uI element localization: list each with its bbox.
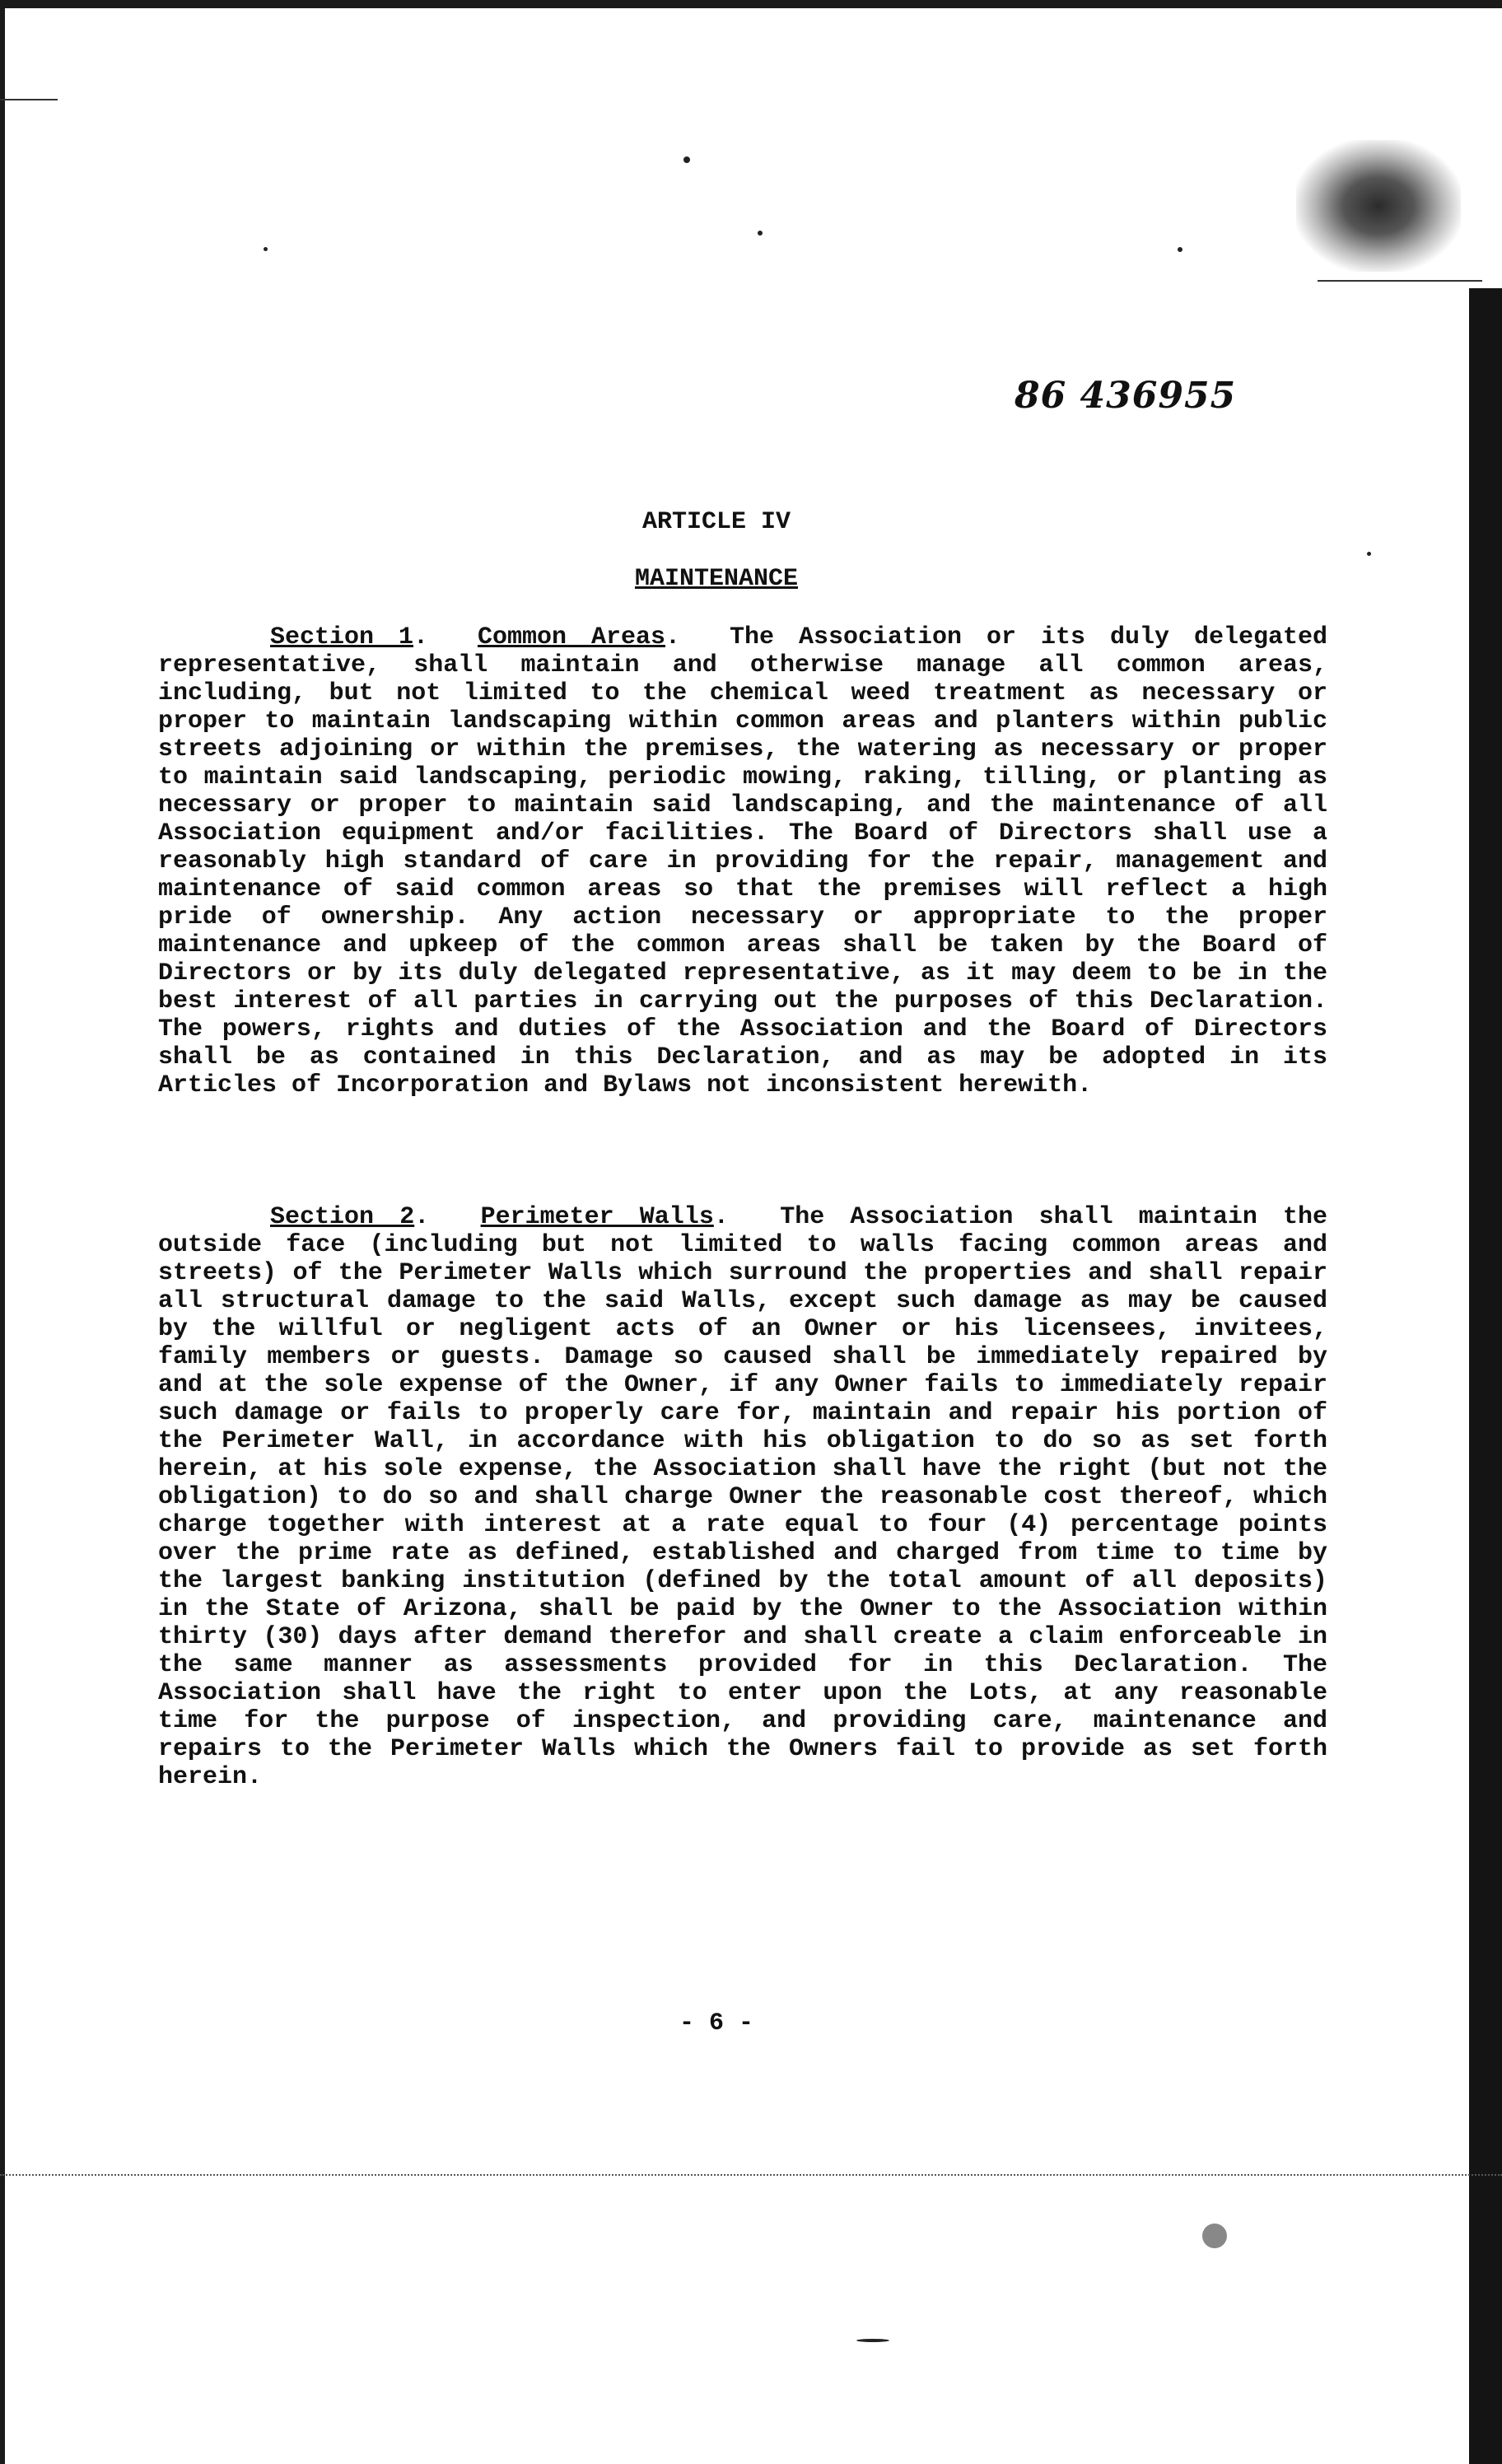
scan-border-left [0, 0, 5, 2464]
scan-mark [1318, 280, 1482, 282]
scan-noise-bottom [0, 2174, 1502, 2177]
section-label: Section 2 [270, 1203, 415, 1231]
scan-speck [1367, 552, 1371, 556]
scan-speck [264, 247, 268, 251]
scan-speck [758, 231, 763, 236]
scan-speck [856, 2339, 889, 2342]
scan-border-top [0, 0, 1502, 8]
section-title: Common Areas [478, 623, 666, 651]
section-paragraph: Section 1. Common Areas. The Association or its duly delegated representative, shall maintain and otherwise manage all common areas, including, but not limited to the chemical weed treatment as necessary or proper to maintain landscaping within common areas and planters within public streets adjoining or within the premises, the watering as necessary or proper to maintain said landscaping, periodic mowing, raking, tilling, or planting as necessary or proper to maintain said landscaping, and the maintenance of all Association equipment and/or facilities. The Board of Directors shall use a reasonably high standard of care in providing for the repair, management and maintenance of said common areas so that the premises will reflect a high pride of ownership. Any action necessary or appropriate to the proper maintenance and upkeep of the common areas shall be taken by the Board of Directors or by its duly delegated representative, as it may deem to be in the best interest of all parties in carrying out the purposes of this Declaration. The powers, rights and duties of the Association and the Board of Directors shall be as contained in this Declaration, and as may be adopted in its Articles of Incorporation and Bylaws not inconsistent herewith. [158, 623, 1328, 1099]
section-label: Section 1 [270, 623, 414, 651]
section-title: Perimeter Walls [480, 1203, 714, 1231]
article-subtitle: MAINTENANCE [634, 565, 799, 593]
scan-speck [683, 156, 690, 163]
section-text: The Association shall maintain the outside face (including but not limited to walls facing common areas and streets) of the Perimeter Walls which surround the properties and shall repair all structural damage to the said Walls, except such damage as may be caused by the willful or negligent acts of an Owner or his licensees, invitees, family members or guests. Damage so caused shall be immediately repaired by and at the sole expense of the Owner, if any Owner fails to immediately repair such damage or fails to properly care for, maintain and repair his portion of the Perimeter Wall, in accordance with his obligation to do so as set forth herein, at his sole expense, the Association shall have the right (but not the obligation) to do so and shall charge Owner the reasonable cost thereof, which charge together with interest at a rate equal to four (4) percentage points over the prime rate as defined, established and charged from time to time by the largest banking institution (defined by the total amount of all deposits) in the State of Arizona, shall be paid by the Owner to the Association within thirty (30) days after demand therefor and shall create a claim enforceable in the same manner as assessments provided for in this Declaration. The Association shall have the right to enter upon the Lots, at any reasonable time for the purpose of inspection, and providing care, maintenance and repairs to the Perimeter Walls which the Owners fail to provide as set forth herein. [158, 1203, 1328, 1791]
section-paragraph: Section 2. Perimeter Walls. The Association shall maintain the outside face (including but not limited to walls facing common areas and streets) of the Perimeter Walls which surround the properties and shall repair all structural damage to the said Walls, except such damage as may be caused by the willful or negligent acts of an Owner or his licensees, invitees, family members or guests. Damage so caused shall be immediately repaired by and at the sole expense of the Owner, if any Owner fails to immediately repair such damage or fails to properly care for, maintain and repair his portion of the Perimeter Wall, in accordance with his obligation to do so as set forth herein, at his sole expense, the Association shall have the right (but not the obligation) to do so and shall charge Owner the reasonable cost thereof, which charge together with interest at a rate equal to four (4) percentage points over the prime rate as defined, established and charged from time to time by the largest banking institution (defined by the total amount of all deposits) in the State of Arizona, shall be paid by the Owner to the Association within thirty (30) days after demand therefor and shall create a claim enforceable in the same manner as assessments provided for in this Declaration. The Association shall have the right to enter upon the Lots, at any reasonable time for the purpose of inspection, and providing care, maintenance and repairs to the Perimeter Walls which the Owners fail to provide as set forth herein. [158, 1203, 1328, 1791]
scan-smudge [1296, 140, 1461, 272]
scan-mark [0, 99, 58, 100]
page-number: - 6 - [679, 2009, 753, 2037]
scan-border-right [1469, 288, 1502, 2464]
scan-speck [1178, 247, 1182, 252]
recording-number: 86 436955 [1015, 375, 1237, 417]
article-title: ARTICLE IV [641, 508, 791, 536]
section-text: The Association or its duly delegated representative, shall maintain and otherwise manage all common areas, including, but not limited to the chemical weed treatment as necessary or proper to maintain landscaping within common areas and planters within public streets adjoining or within the premises, the watering as necessary or proper to maintain said landscaping, periodic mowing, raking, tilling, or planting as necessary or proper to maintain said landscaping, and the maintenance of all Association equipment and/or facilities. The Board of Directors shall use a reasonably high standard of care in providing for the repair, management and maintenance of said common areas so that the premises will reflect a high pride of ownership. Any action necessary or appropriate to the proper maintenance and upkeep of the common areas shall be taken by the Board of Directors or by its duly delegated representative, as it may deem to be in the best interest of all parties in carrying out the purposes of this Declaration. The powers, rights and duties of the Association and the Board of Directors shall be as contained in this Declaration, and as may be adopted in its Articles of Incorporation and Bylaws not inconsistent herewith. [158, 623, 1328, 1099]
scan-speck [1202, 2224, 1227, 2248]
